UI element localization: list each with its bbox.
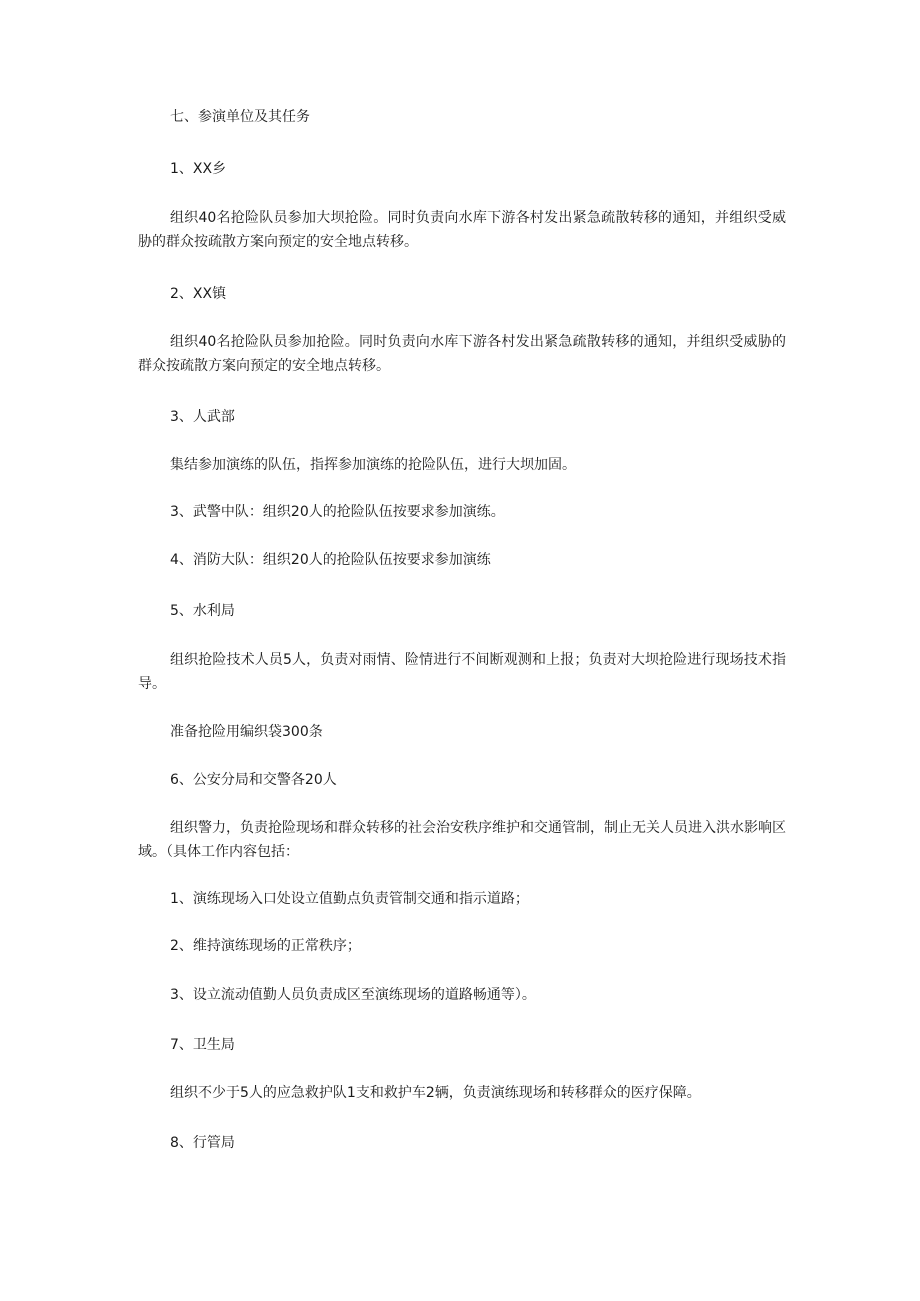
item-7-heading: 7、卫生局 — [170, 1037, 235, 1053]
item-6-heading: 6、公安分局和交警各20人 — [170, 772, 337, 788]
item-5-heading: 5、水利局 — [170, 603, 235, 619]
item-1-body: 组织40名抢险队员参加大坝抢险。同时负责向水库下游各村发出紧急疏散转移的通知，并组织受威胁的群众按疏散方案向预定的安全地点转移。 — [138, 210, 786, 250]
item-6-sub-3: 3、设立流动值勤人员负责成区至演练现场的道路畅通等）。 — [170, 987, 536, 1003]
item-6-sub-2: 2、维持演练现场的正常秩序； — [170, 938, 361, 954]
item-armed-police: 3、武警中队：组织20人的抢险队伍按要求参加演练。 — [170, 504, 505, 520]
item-2-body: 组织40名抢险队员参加抢险。同时负责向水库下游各村发出紧急疏散转移的通知，并组织受威胁的群众按疏散方案向预定的安全地点转移。 — [138, 334, 786, 374]
item-8-heading: 8、行管局 — [170, 1135, 235, 1151]
item-6-sub-1: 1、演练现场入口处设立值勤点负责管制交通和指示道路； — [170, 891, 529, 907]
item-2-heading: 2、XX镇 — [170, 286, 227, 302]
item-5-bags: 准备抢险用编织袋300条 — [170, 724, 323, 740]
item-1-heading: 1、XX乡 — [170, 161, 227, 177]
item-6-body: 组织警力，负责抢险现场和群众转移的社会治安秩序维护和交通管制，制止无关人员进入洪水影响区域。（具体工作内容包括： — [138, 820, 786, 860]
item-3-body: 集结参加演练的队伍，指挥参加演练的抢险队伍，进行大坝加固。 — [170, 457, 576, 473]
section-heading: 七、参演单位及其任务 — [170, 109, 310, 125]
item-5-body: 组织抢险技术人员5人，负责对雨情、险情进行不间断观测和上报；负责对大坝抢险进行现场技术指导。 — [138, 652, 786, 692]
item-3-heading: 3、人武部 — [170, 409, 235, 425]
item-fire-brigade: 4、消防大队：组织20人的抢险队伍按要求参加演练 — [170, 552, 491, 568]
item-7-body: 组织不少于5人的应急救护队1支和救护车2辆，负责演练现场和转移群众的医疗保障。 — [170, 1085, 701, 1101]
